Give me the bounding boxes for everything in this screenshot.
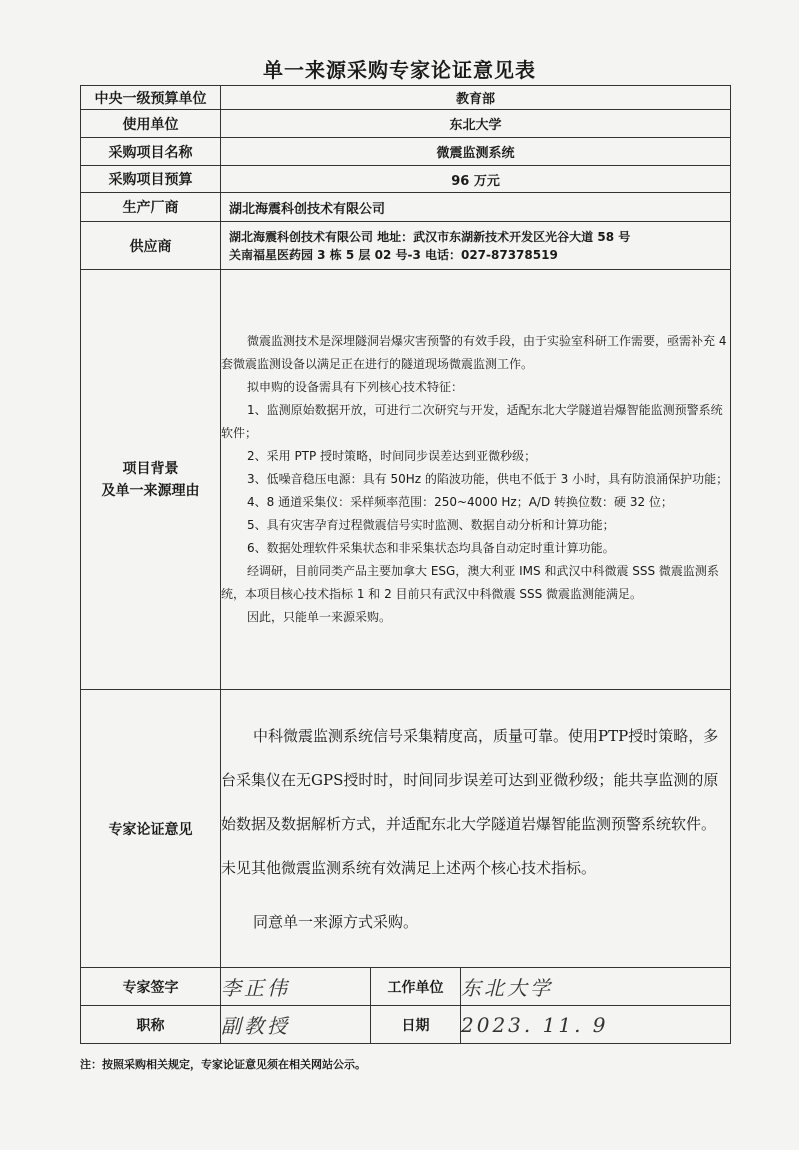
document-title: 单一来源采购专家论证意见表	[263, 58, 536, 82]
work-unit-handwritten: 东北大学	[461, 968, 731, 1006]
background-paragraph: 3、低噪音稳压电源：具有 50Hz 的陷波功能，供电不低于 3 小时，具有防浪涌保护功能；	[247, 472, 729, 486]
background-label-line2: 及单一来源理由	[101, 482, 200, 499]
expert-signature: 李正伟	[221, 968, 371, 1006]
row-project-budget	[81, 166, 731, 193]
expert-opinion-label: 专家论证意见	[81, 690, 221, 968]
background-label	[81, 270, 221, 690]
row-expert-sign	[81, 968, 731, 1006]
project-budget-label: 采购项目预算	[81, 166, 221, 193]
expert-opinion-agree: 同意单一来源方式采购。	[253, 912, 419, 931]
background-paragraph: 经调研，目前同类产品主要加拿大 ESG，澳大利亚 IMS 和武汉中科微震 SSS 微震监测系统，本项目核心技术指标 1 和 2 目前只有武汉中科微震 SSS 微震监测能满足。	[221, 564, 719, 601]
user-unit-value: 东北大学	[221, 110, 731, 138]
row-manufacturer	[81, 193, 731, 222]
row-background	[81, 270, 731, 690]
row-budget-unit	[81, 86, 731, 110]
background-paragraph: 5、具有灾害孕育过程微震信号实时监测、数据自动分析和计算功能；	[247, 518, 615, 532]
row-expert-opinion	[81, 690, 731, 968]
supplier-label: 供应商	[81, 222, 221, 270]
expert-sign-label: 专家签字	[81, 968, 221, 1006]
date-handwritten: 2023. 11. 9	[461, 1006, 731, 1044]
row-supplier	[81, 222, 731, 270]
background-label-line1: 项目背景	[122, 460, 179, 477]
expert-opinion-text	[221, 690, 731, 968]
supplier-line-2: 关南福星医药园 3 栋 5 层 02 号-3 电话：027-87378519	[229, 247, 558, 262]
project-budget-value: 96 万元	[221, 166, 731, 193]
title-label: 职称	[81, 1006, 221, 1044]
budget-unit-label: 中央一级预算单位	[81, 86, 221, 110]
background-paragraph: 拟申购的设备需具有下列核心技术特征：	[247, 380, 464, 394]
background-paragraph: 1、监测原始数据开放，可进行二次研究与开发，适配东北大学隧道岩爆智能监测预警系统软件；	[221, 403, 723, 440]
manufacturer-value: 湖北海震科创技术有限公司	[221, 193, 731, 222]
date-label: 日期	[371, 1006, 461, 1044]
background-paragraph: 4、8 通道采集仪：采样频率范围：250~4000 Hz；A/D 转换位数：硬 32 位；	[247, 495, 673, 509]
work-unit-label: 工作单位	[371, 968, 461, 1006]
background-paragraph: 微震监测技术是深埋隧洞岩爆灾害预警的有效手段，由于实验室科研工作需要，亟需补充 4 套微震监测设备以满足正在进行的隧道现场微震监测工作。	[221, 334, 727, 371]
budget-unit-value: 教育部	[221, 86, 731, 110]
project-name-label: 采购项目名称	[81, 138, 221, 166]
background-paragraph: 因此，只能单一来源采购。	[247, 610, 392, 624]
supplier-value	[221, 222, 731, 270]
manufacturer-label: 生产厂商	[81, 193, 221, 222]
form-table	[80, 85, 731, 1044]
title-handwritten: 副教授	[221, 1006, 371, 1044]
background-text	[221, 270, 731, 690]
background-paragraph: 6、数据处理软件采集状态和非采集状态均具备自动定时重计算功能。	[247, 541, 615, 555]
project-name-value: 微震监测系统	[221, 138, 731, 166]
background-paragraph: 2、采用 PTP 授时策略，时间同步误差达到亚微秒级；	[247, 449, 537, 463]
row-project-name	[81, 138, 731, 166]
supplier-line-1: 湖北海震科创技术有限公司 地址：武汉市东湖新技术开发区光谷大道 58 号	[229, 229, 631, 244]
footnote: 注：按照采购相关规定，专家论证意见须在相关网站公示。	[80, 1058, 366, 1071]
row-user-unit	[81, 110, 731, 138]
user-unit-label: 使用单位	[81, 110, 221, 138]
expert-opinion-body: 中科微震监测系统信号采集精度高，质量可靠。使用PTP授时策略，多台采集仪在无GPS授时时，时间同步误差可达到亚微秒级；能共享监测的原始数据及数据解析方式，并适配东北大学隧道岩爆智能监测预警系统软件。未见其他微震监测系统有效满足上述两个核心技术指标。	[221, 726, 719, 877]
row-title-date	[81, 1006, 731, 1044]
